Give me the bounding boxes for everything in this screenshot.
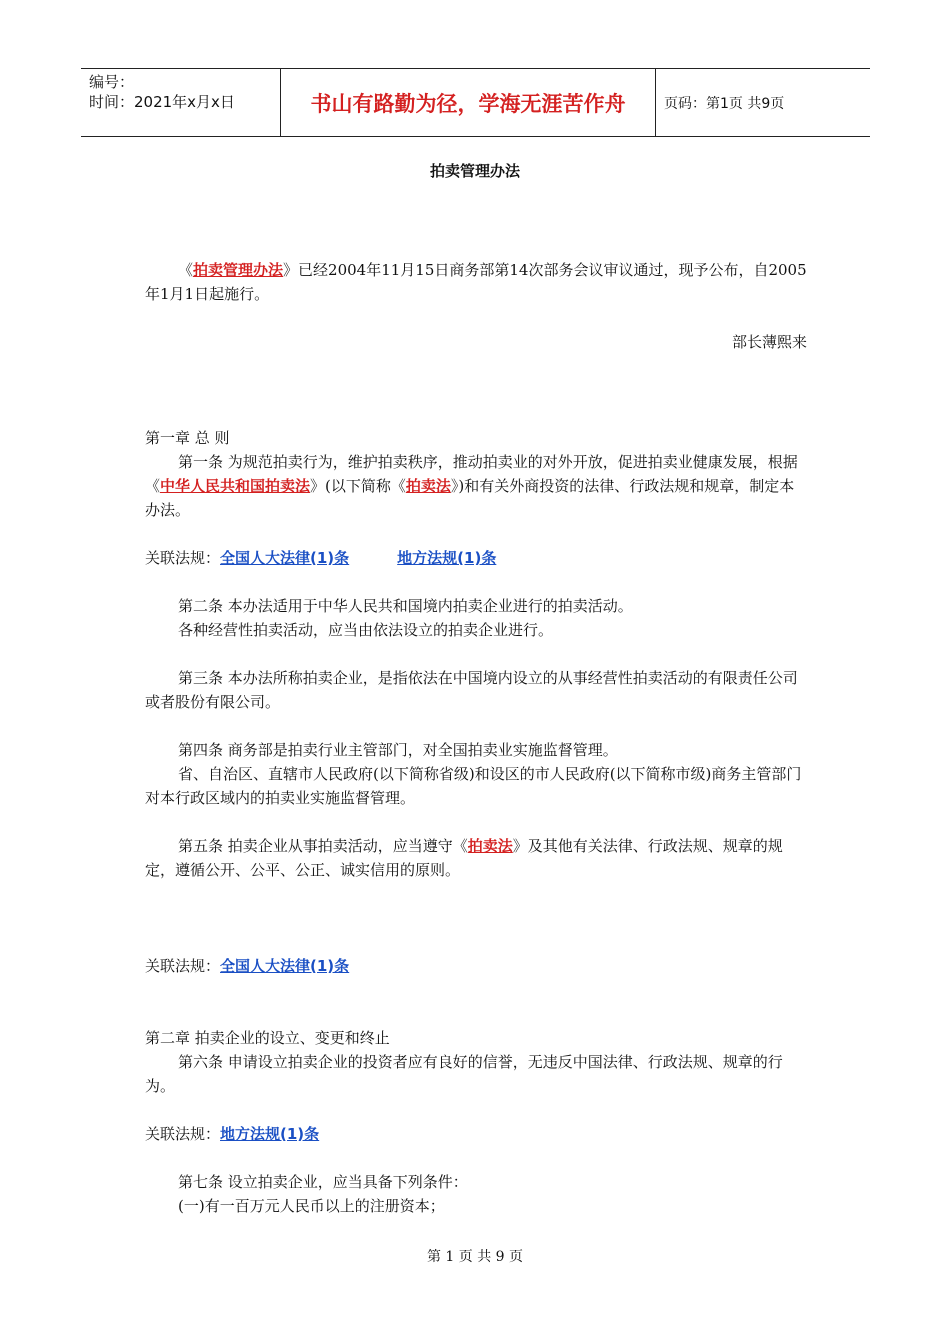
law-link-auction-law-2[interactable]: 拍卖法 bbox=[467, 837, 513, 855]
document-body bbox=[145, 258, 807, 1218]
article-1: 第一条 为规范拍卖行为，维护拍卖秩序，推动拍卖业的对外开放，促进拍卖业健康发展，根据《中华人民共和国拍卖法》(以下简称《拍卖法》)和有关外商投资的法律、行政法规和规章，制定本办法。 bbox=[145, 453, 798, 519]
article-5: 第五条 拍卖企业从事拍卖活动，应当遵守《拍卖法》及其他有关法律、行政法规、规章的规定，遵循公开、公平、公正、诚实信用的原则。 bbox=[145, 837, 783, 879]
header-meta bbox=[81, 69, 281, 136]
article-6: 第六条 申请设立拍卖企业的投资者应有良好的信誉，无违反中国法律、行政法规、规章的行为。 bbox=[145, 1053, 783, 1095]
related-laws-1: 关联法规：全国人大法律(1)条 地方法规(1)条 bbox=[145, 549, 497, 567]
page-header bbox=[81, 68, 870, 137]
article-2-para-2: 各种经营性拍卖活动，应当由依法设立的拍卖企业进行。 bbox=[178, 621, 554, 639]
related-laws-2: 关联法规：全国人大法律(1)条 bbox=[145, 957, 350, 975]
related-laws-3: 关联法规：地方法规(1)条 bbox=[145, 1125, 320, 1143]
chapter-1-title: 第一章 总 则 bbox=[145, 429, 230, 447]
header-page-info: 页码：第1页 共9页 bbox=[664, 95, 785, 112]
related-national-link-2[interactable]: 全国人大法律(1)条 bbox=[220, 957, 350, 975]
law-link-auction-law-full[interactable]: 中华人民共和国拍卖法 bbox=[160, 477, 311, 495]
law-link-auction-measures[interactable]: 拍卖管理办法 bbox=[193, 261, 284, 279]
article-7-item-1: (一)有一百万元人民币以上的注册资本； bbox=[178, 1197, 445, 1215]
related-national-link[interactable]: 全国人大法律(1)条 bbox=[220, 549, 350, 567]
number-label: 编号： bbox=[89, 73, 135, 91]
article-7: 第七条 设立拍卖企业，应当具备下列条件： bbox=[178, 1173, 468, 1191]
document-title: 拍卖管理办法 bbox=[429, 162, 520, 180]
chapter-2-title: 第二章 拍卖企业的设立、变更和终止 bbox=[145, 1029, 390, 1047]
header-motto: 书山有路勤为径，学海无涯苦作舟 bbox=[281, 69, 656, 136]
signature: 部长薄熙来 bbox=[731, 333, 807, 351]
article-4-para-2: 省、自治区、直辖市人民政府(以下简称省级)和设区的市人民政府(以下简称市级)商务主管部门对本行政区域内的拍卖业实施监督管理。 bbox=[145, 765, 802, 807]
related-local-link-2[interactable]: 地方法规(1)条 bbox=[220, 1125, 320, 1143]
time-label: 时间：2021年x月x日 bbox=[89, 93, 235, 111]
page-footer: 第 1 页 共 9 页 bbox=[426, 1249, 524, 1265]
article-3: 第三条 本办法所称拍卖企业，是指依法在中国境内设立的从事经营性拍卖活动的有限责任公司或者股份有限公司。 bbox=[145, 669, 798, 711]
related-local-link[interactable]: 地方法规(1)条 bbox=[397, 549, 497, 567]
law-link-auction-law[interactable]: 拍卖法 bbox=[405, 477, 451, 495]
article-4: 第四条 商务部是拍卖行业主管部门，对全国拍卖业实施监督管理。 bbox=[178, 741, 618, 759]
intro-paragraph: 《拍卖管理办法》已经2004年11月15日商务部第14次部务会议审议通过，现予公布，自2005年1月1日起施行。 bbox=[145, 261, 807, 303]
article-2: 第二条 本办法适用于中华人民共和国境内拍卖企业进行的拍卖活动。 bbox=[178, 597, 633, 615]
